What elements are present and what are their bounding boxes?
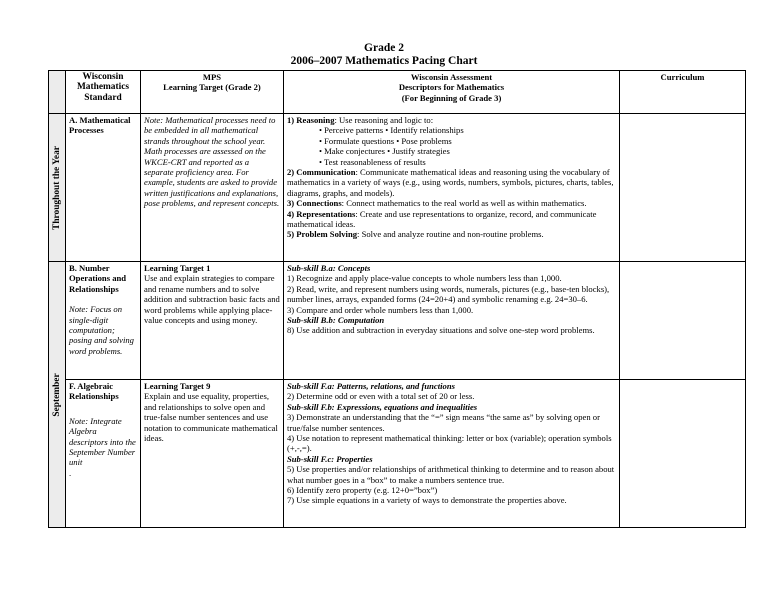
descriptors-cell-b	[284, 262, 620, 380]
table-row-algebra	[49, 380, 746, 528]
curriculum-cell-a	[620, 114, 746, 262]
header-target-top: MPS	[202, 72, 222, 82]
table-row-number	[49, 262, 746, 380]
standard-cell-b	[66, 262, 141, 380]
descriptors-cell-f	[284, 380, 620, 528]
grade-title: Grade 2	[364, 42, 404, 54]
representations-text: : Create and use representations to organize, record, and communicate mathematical ideas.	[287, 208, 597, 230]
connections-text: : Connect mathematics to the real world as well as within mathematics.	[341, 198, 587, 209]
subskill-b-b: Sub-skill B.b: Computation	[287, 315, 385, 326]
reasoning-bullets-4: • Test reasonableness of results	[319, 156, 426, 167]
standard-a: A. Mathematical Processes	[69, 115, 131, 136]
b-item-8: 8) Use addition and subtraction in everyday situations and solve one-step word problems.	[287, 325, 595, 336]
reasoning-bullets-1: • Perceive patterns • Identify relationships	[319, 125, 464, 136]
subskill-b-a: Sub-skill B.a: Concepts	[287, 263, 371, 273]
chart-title: 2006–2007 Mathematics Pacing Chart	[290, 55, 478, 67]
header-descriptors-line3: (For Beginning of Grade 3)	[401, 92, 502, 103]
f-item-6: 6) Identify zero property (e.g. 12+0=”box”)	[287, 485, 438, 496]
header-descriptors	[284, 71, 620, 114]
f-item-7: 7) Use simple equations in a variety of ways to demonstrate the properties above.	[287, 495, 567, 506]
reasoning-bullets-3: • Make conjectures • Justify strategies	[319, 146, 450, 157]
section-throughout-label: Throughout the Year	[51, 145, 62, 230]
target-f-text: Explain and use equality, properties, and relationships to solve open and true-false number sentences and use notation to communicate mathematical ideas.	[144, 391, 278, 444]
f-item-5: 5) Use properties and/or relationships of arithmetical thinking to determine and to reason about what number goes in a “box” to make a numbers sentence true.	[287, 464, 615, 485]
reasoning-bullets-2: • Formulate questions • Pose problems	[319, 135, 452, 146]
header-standard: Wisconsin Mathematics Standard	[66, 71, 141, 114]
reasoning-text: : Use reasoning and logic to:	[334, 115, 434, 125]
reasoning-label: 1) Reasoning	[287, 115, 335, 125]
descriptors-cell-a	[284, 114, 620, 262]
standard-f-dot: .	[69, 467, 72, 478]
target-cell-a	[141, 114, 284, 262]
connections-label: 3) Connections	[287, 198, 342, 209]
f-item-2: 2) Determine odd or even with a total set of 20 or less.	[287, 391, 475, 402]
standard-f: F. Algebraic Relationships	[69, 381, 119, 402]
standard-b: B. Number Operations and Relationships	[69, 263, 127, 294]
header-descriptors-line2: Descriptors for Mathematics	[398, 82, 505, 93]
header-target	[141, 71, 284, 114]
standard-f-note: Note: Integrate Algebra descriptors into the September Number unit	[69, 415, 136, 468]
target-cell-f	[141, 380, 284, 528]
section-throughout	[49, 114, 66, 262]
header-curriculum: Curriculum	[620, 71, 746, 114]
curriculum-cell-f	[620, 380, 746, 528]
standard-cell-f	[66, 380, 141, 528]
f-item-3: 3) Demonstrate an understanding that the “=” sign means “the same as” by solving open or true/false number sentences.	[287, 412, 600, 433]
target-note-a: Note: Mathematical processes need to be embedded in all mathematical strands throughout the school year. Math processes are assessed on the WKCE-CRT and reported as a separate proficiency area. For example, students are asked to provide written justifications and explanations, pose problems, and represent concepts.	[144, 115, 280, 209]
target-cell-b	[141, 262, 284, 380]
header-side-cell	[49, 71, 66, 114]
target-b-text: Use and explain strategies to compare and rename numbers and to solve addition and subtraction basic facts and word problems while applying place-value concepts and using money.	[144, 273, 280, 326]
target-f-title: Learning Target 9	[144, 381, 211, 391]
problem-solving-text: : Solve and analyze routine and non-routine problems.	[357, 229, 544, 240]
subskill-f-c: Sub-skill F.c: Properties	[287, 453, 373, 464]
header-descriptors-line1: Wisconsin Assessment	[410, 72, 493, 82]
subskill-f-b: Sub-skill F.b: Expressions, equations and inequalities	[287, 401, 478, 412]
f-item-4: 4) Use notation to represent mathematical thinking: letter or box (variable); operation symbols (+,-,=).	[287, 433, 612, 454]
pacing-table	[48, 70, 746, 528]
representations-label: 4) Representations	[287, 208, 356, 219]
section-september	[49, 262, 66, 528]
target-b-title: Learning Target 1	[144, 263, 211, 273]
section-september-label: September	[51, 372, 62, 417]
header-target-bottom: Learning Target (Grade 2)	[163, 82, 261, 93]
standard-b-note: Note: Focus on single-digit computation; posing and solving word problems.	[69, 304, 134, 356]
b-item-3: 3) Compare and order whole numbers less than 1,000.	[287, 304, 474, 315]
curriculum-cell-b	[620, 262, 746, 380]
communication-text: : Communicate mathematical ideas and reasoning using the vocabulary of mathematics in a variety of ways (e.g., using words, numbers, symbols, pictures, charts, tables, diagrams, graphs, and models).	[287, 167, 614, 198]
subskill-f-a: Sub-skill F.a: Patterns, relations, and functions	[287, 381, 455, 391]
table-row-processes	[49, 114, 746, 262]
standard-cell-a	[66, 114, 141, 262]
b-item-2: 2) Read, write, and represent numbers using words, numerals, pictures (e.g., base-ten blocks), number lines, arrays, expanded forms (24=20+4) and symbolic renaming e.g. 24=30–6.	[287, 283, 610, 305]
problem-solving-label: 5) Problem Solving	[287, 229, 358, 240]
communication-label: 2) Communication	[287, 167, 356, 178]
header-row	[49, 71, 746, 114]
b-item-1: 1) Recognize and apply place-value concepts to whole numbers less than 1,000.	[287, 273, 562, 284]
